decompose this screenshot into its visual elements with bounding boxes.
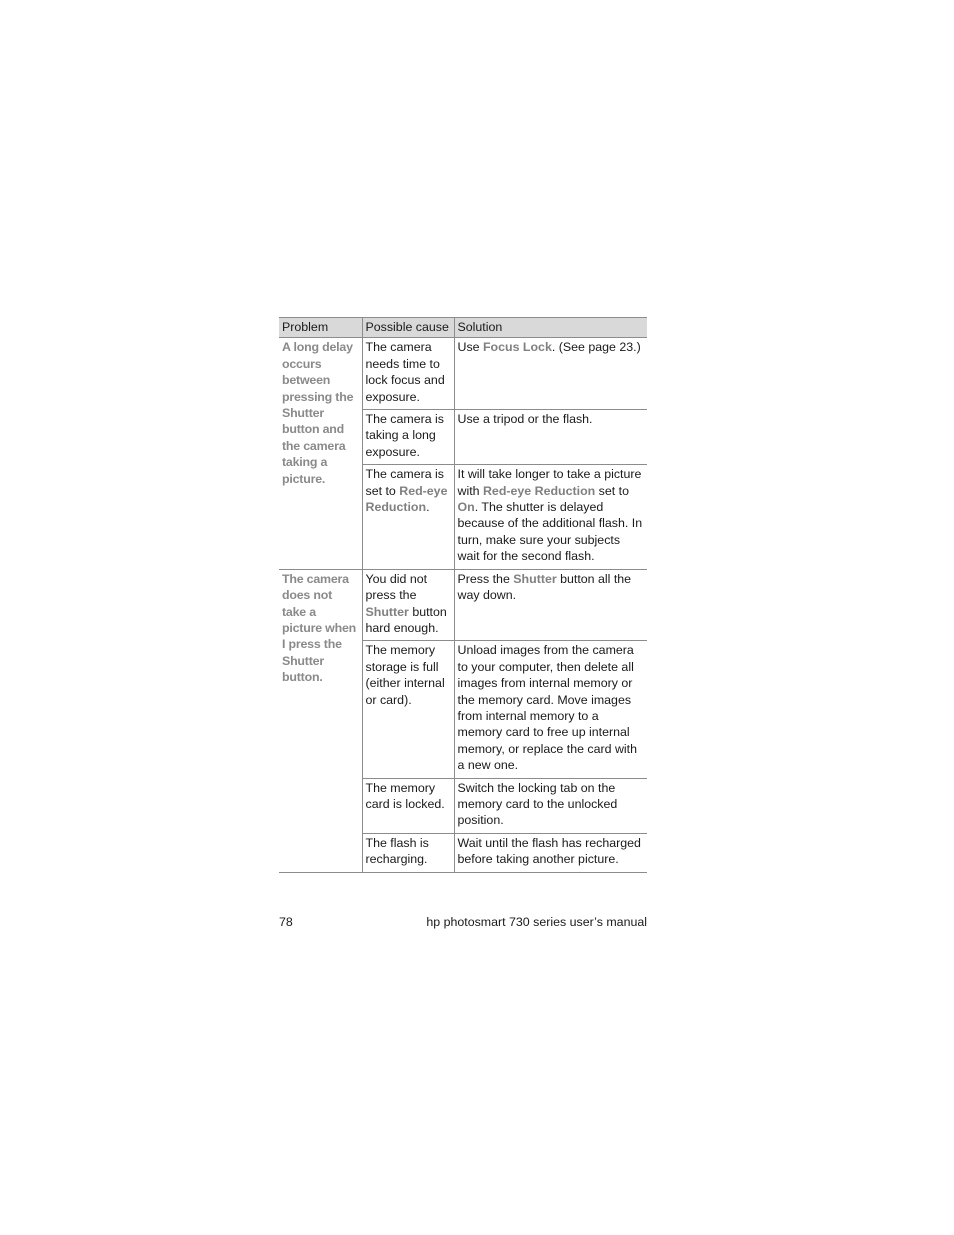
ui-term: Shutter: [513, 571, 557, 586]
cell-text: Use: [457, 340, 483, 355]
cell-text: .: [426, 500, 430, 515]
header-possible-cause: Possible cause: [362, 318, 454, 338]
cell-text: Unload images from the camera to your computer, then delete all images from internal memory or the memory card. Move images from internal memory to a memory card to free up internal memory, or replace the card with a new one.: [457, 643, 638, 773]
cell-text: . (See page 23.): [551, 340, 641, 355]
problem-cell: A long delay occurs between pressing the Shutter button and the camera taking a picture.: [279, 338, 362, 569]
cause-cell: [362, 410, 454, 465]
solution-cell: [454, 338, 647, 410]
ui-term: Red-eye Reduction: [482, 483, 596, 498]
solution-cell: [454, 569, 647, 641]
cell-text: The flash is recharging.: [365, 835, 429, 867]
solution-cell: [454, 410, 647, 465]
page-content: [279, 317, 647, 873]
cell-text: Wait until the flash has recharged before taking another picture.: [457, 835, 641, 867]
page-footer: [279, 915, 647, 929]
problem-cell: The camera does not take a picture when I press the Shutter button.: [279, 569, 362, 872]
cell-text: It will take longer to take a picture with: [457, 467, 642, 498]
solution-cell: [454, 833, 647, 872]
cause-cell: [362, 569, 454, 641]
cell-text: button all the way down.: [457, 571, 632, 603]
header-solution: Solution: [454, 318, 647, 338]
solution-cell: [454, 641, 647, 778]
ui-term: On: [457, 500, 475, 515]
cause-cell: [362, 833, 454, 872]
cell-text: Use a tripod or the flash.: [457, 412, 593, 427]
cell-text: Press the: [457, 571, 514, 586]
cell-text: The camera needs time to lock focus and exposure.: [365, 340, 445, 404]
table-row: [279, 338, 647, 410]
table-body: [279, 338, 647, 872]
cell-text: Switch the locking tab on the memory card to the unlocked position.: [457, 780, 618, 828]
solution-cell: [454, 465, 647, 569]
page-number: 78: [279, 915, 293, 929]
cause-cell: [362, 338, 454, 410]
cell-text: The memory storage is full (either internal or card).: [365, 643, 445, 707]
cell-text: . The shutter is delayed because of the additional flash. In turn, make sure your subjects wait for the second flash.: [457, 500, 643, 564]
table-row: [279, 569, 647, 641]
solution-cell: [454, 778, 647, 833]
ui-term: Shutter: [365, 604, 409, 619]
manual-title: hp photosmart 730 series user’s manual: [426, 915, 647, 929]
cause-cell: [362, 778, 454, 833]
cell-text: The memory card is locked.: [365, 780, 445, 811]
ui-term: Focus Lock: [482, 340, 552, 355]
header-problem: Problem: [279, 318, 362, 338]
cause-cell: [362, 641, 454, 778]
cell-text: set to: [595, 483, 629, 498]
ui-term: Red-eye Reduction: [365, 483, 448, 515]
cell-text: button hard enough.: [365, 604, 447, 635]
table-header-row: [279, 318, 647, 338]
cell-text: The camera is taking a long exposure.: [365, 412, 445, 459]
cause-cell: [362, 465, 454, 569]
cell-text: The camera is set to: [365, 467, 445, 498]
troubleshooting-table: [279, 317, 647, 873]
cell-text: You did not press the: [365, 571, 428, 603]
